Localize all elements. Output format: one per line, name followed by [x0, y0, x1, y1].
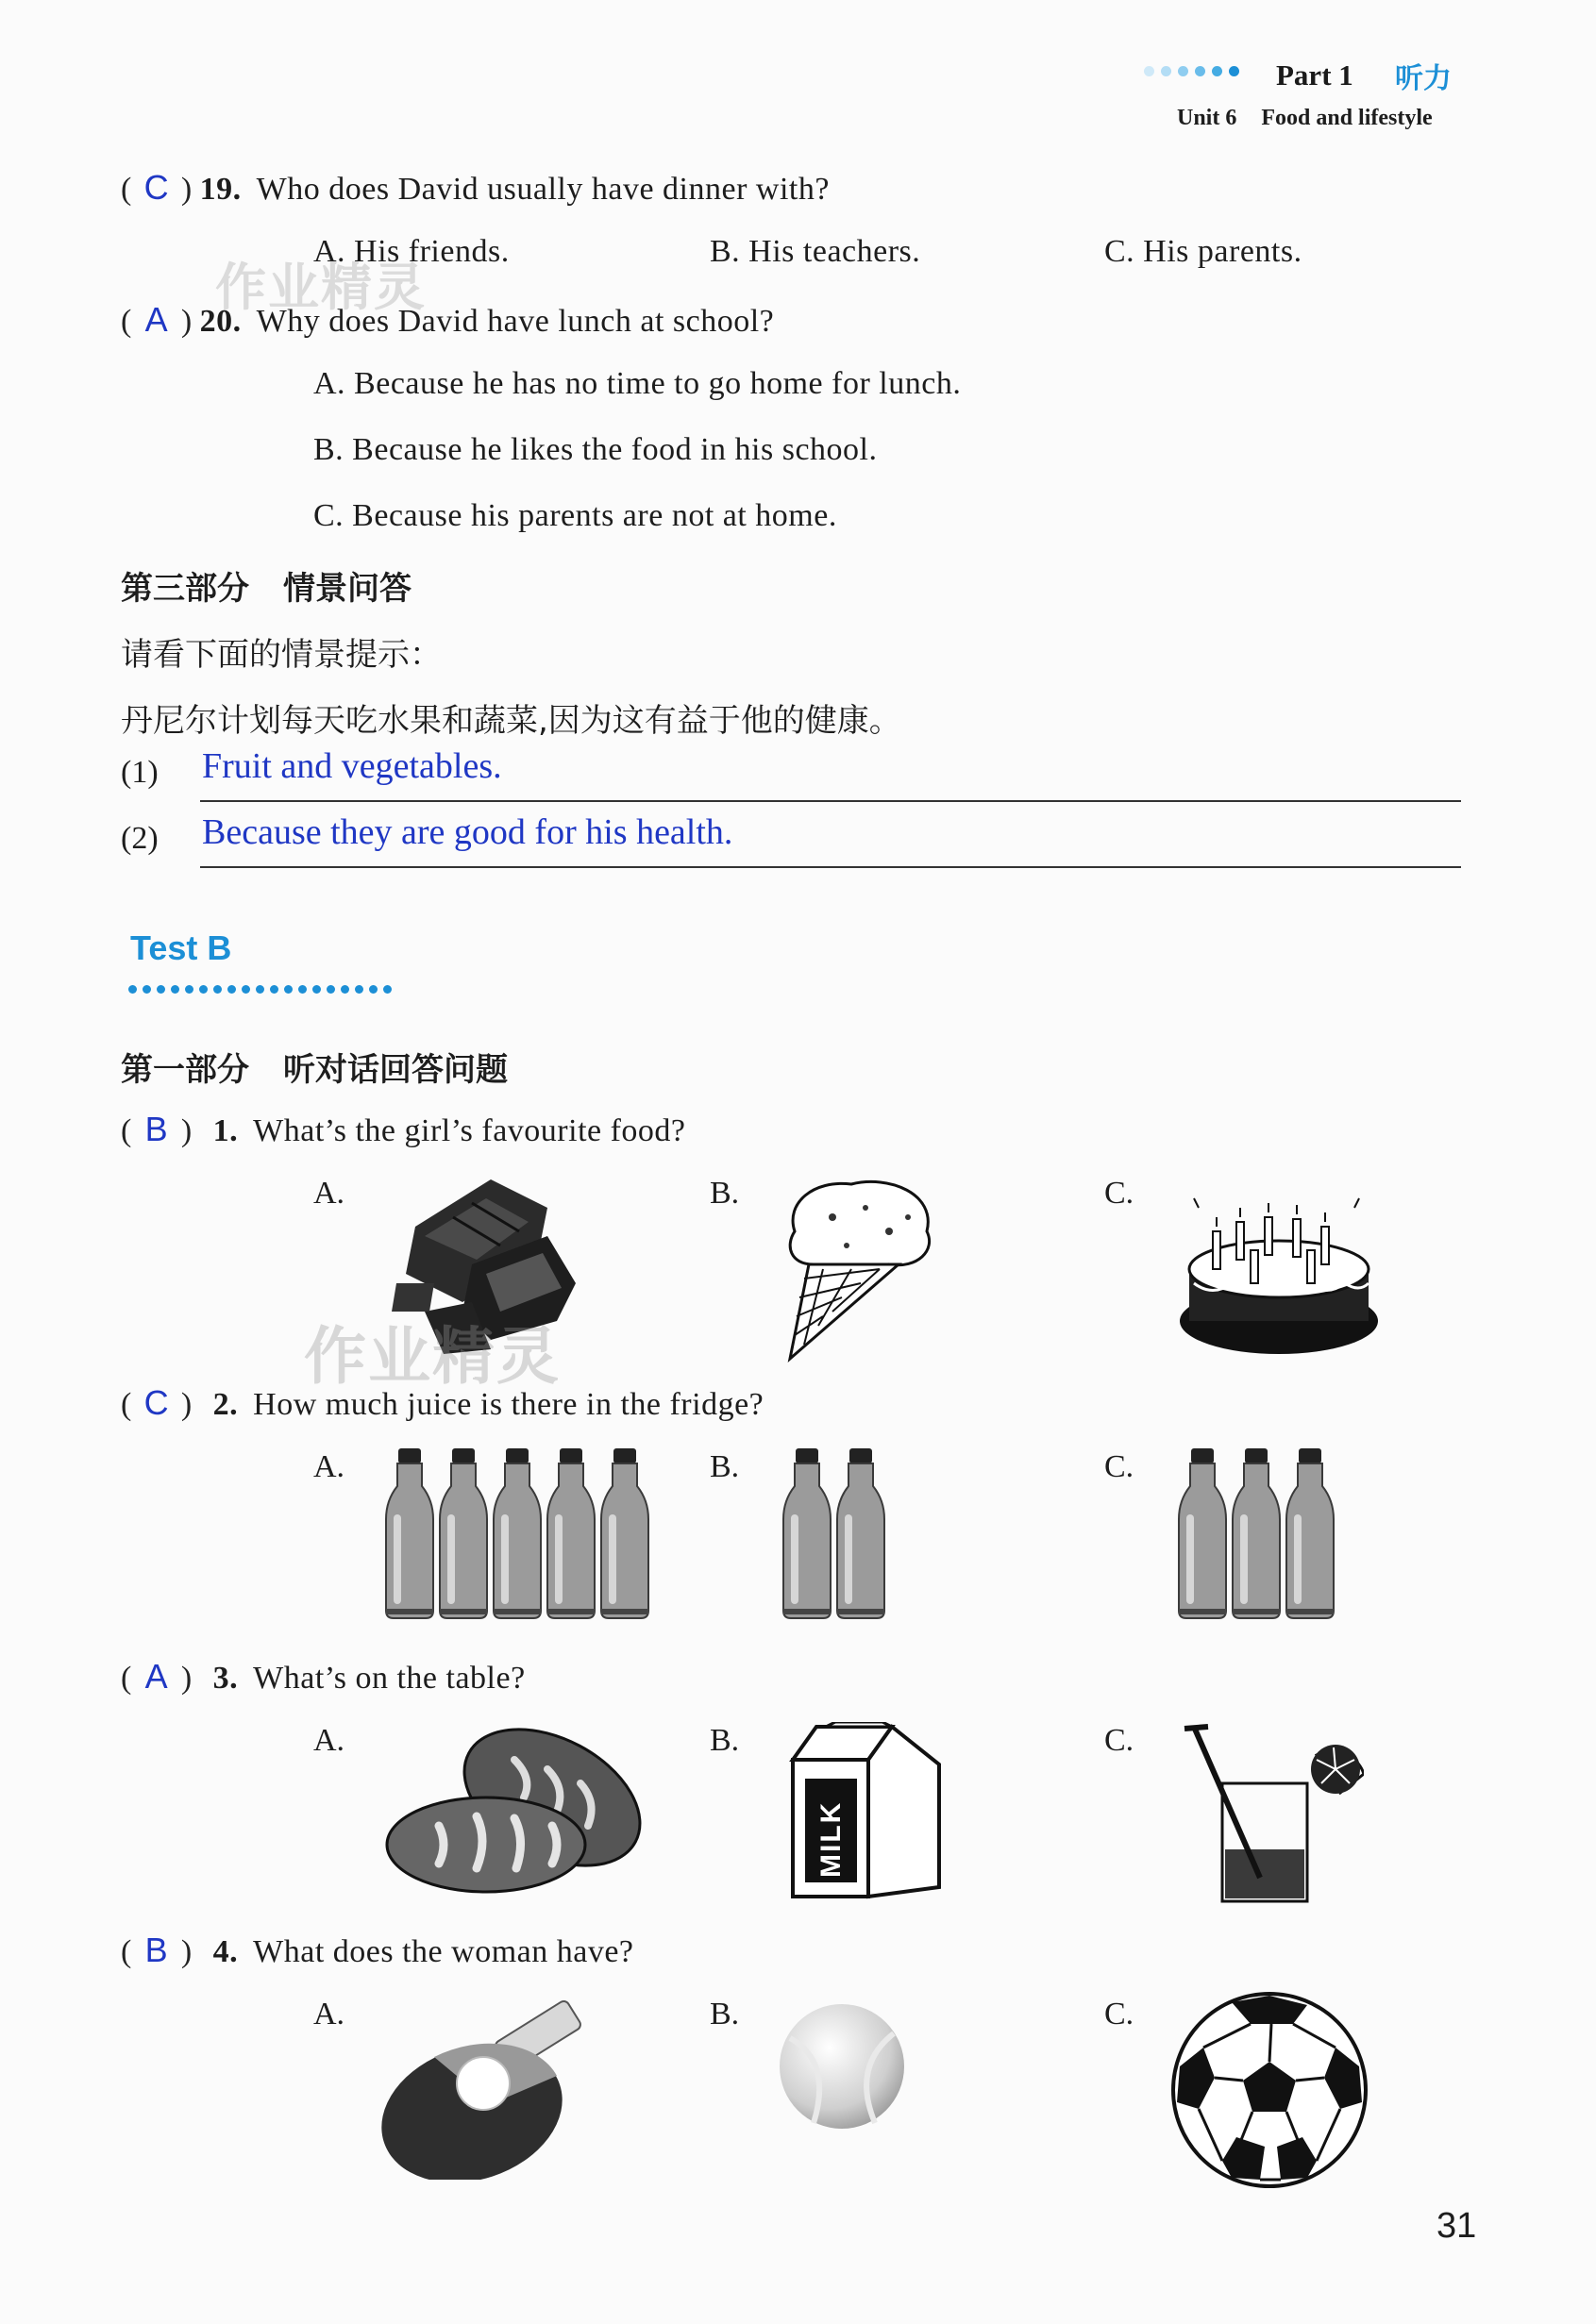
header-unit — [1177, 106, 1433, 131]
option-label: A. — [313, 1723, 345, 1758]
juice-glass-icon[interactable] — [1175, 1717, 1364, 1906]
option-label: C. — [1104, 1723, 1134, 1758]
option-20-b: B. Because he likes the food in his school. — [313, 432, 878, 467]
option-label: A. — [313, 1176, 345, 1211]
option-label: C. — [1104, 1176, 1134, 1211]
answer-line-1: (1) Fruit and vegetables. — [121, 745, 1461, 802]
option-20-c: C. Because his parents are not at home. — [313, 498, 837, 533]
option-19-b: B. His teachers. — [710, 234, 921, 269]
question-number: 19. — [199, 172, 242, 207]
question-number: 1. — [212, 1113, 239, 1148]
answer-text[interactable]: Because they are good for his health. — [202, 812, 733, 852]
ice-cream-icon[interactable] — [776, 1175, 946, 1363]
answer-text[interactable]: Fruit and vegetables. — [202, 746, 502, 786]
option-20-a: A. Because he has no time to go home for lunch. — [313, 366, 962, 401]
answer-b3[interactable]: A — [144, 1657, 169, 1696]
option-label: A. — [313, 1449, 345, 1484]
juice-bottle — [440, 1448, 487, 1618]
juice-bottle — [837, 1448, 884, 1618]
question-20: ( A ) 20. Why does David have lunch at school? — [121, 300, 775, 339]
juice-bottle — [494, 1448, 541, 1618]
question-b3: ( A ) 3. What’s on the table? — [121, 1657, 526, 1696]
header-part: Part 1 — [1276, 59, 1353, 92]
question-number: 3. — [212, 1661, 239, 1696]
question-text: What’s the girl’s favourite food? — [253, 1113, 686, 1148]
test-b-dots — [128, 985, 392, 994]
part3-heading: 第三部分 情景问答 — [121, 570, 412, 608]
ping-pong-paddle-icon[interactable] — [378, 1991, 595, 2180]
birthday-cake-icon[interactable] — [1175, 1179, 1383, 1359]
unit-number: Unit 6 — [1177, 106, 1237, 130]
juice-bottle — [1233, 1448, 1280, 1618]
header-dots — [1144, 66, 1239, 76]
option-label: B. — [710, 1176, 740, 1211]
part1-heading: 第一部分 听对话回答问题 — [121, 1051, 508, 1089]
question-number: 2. — [212, 1387, 239, 1422]
watermark: 作业精灵 — [215, 258, 427, 317]
header-section: 听力 — [1395, 62, 1452, 95]
answer-b2[interactable]: C — [143, 1383, 170, 1422]
question-text: Why does David have lunch at school? — [256, 304, 775, 339]
question-text: How much juice is there in the fridge? — [253, 1387, 764, 1422]
three-bottles-icon[interactable] — [1175, 1448, 1336, 1623]
five-bottles-icon[interactable] — [382, 1448, 651, 1623]
option-19-a: A. His friends. — [313, 234, 510, 269]
option-label: A. — [313, 1997, 345, 2031]
juice-bottle — [783, 1448, 831, 1618]
juice-bottle — [1286, 1448, 1334, 1618]
answer-20[interactable]: A — [144, 300, 169, 339]
option-label: B. — [710, 1723, 740, 1758]
juice-bottle — [386, 1448, 433, 1618]
question-b1: ( B ) 1. What’s the girl’s favourite food? — [121, 1110, 686, 1148]
test-b-title: Test B — [130, 928, 232, 967]
soccer-ball-icon[interactable] — [1166, 1991, 1373, 2189]
juice-bottle — [547, 1448, 595, 1618]
part3-prompt-label: 请看下面的情景提示： — [121, 636, 442, 674]
answer-b1[interactable]: B — [144, 1110, 169, 1148]
milk-carton-icon[interactable] — [779, 1722, 949, 1901]
part3-prompt: 丹尼尔计划每天吃水果和蔬菜,因为这有益于他的健康。 — [121, 702, 901, 740]
question-number: 4. — [212, 1934, 239, 1969]
question-19: ( C ) 19. Who does David usually have dinner with? — [121, 168, 830, 207]
page-number: 31 — [1436, 2206, 1477, 2246]
juice-bottle — [601, 1448, 648, 1618]
option-label: C. — [1104, 1997, 1134, 2031]
watermark: 作业精灵 — [304, 1320, 561, 1393]
question-b2: ( C ) 2. How much juice is there in the fridge? — [121, 1383, 764, 1422]
answer-b4[interactable]: B — [144, 1931, 169, 1969]
two-bottles-icon[interactable] — [780, 1448, 888, 1623]
question-number: 20. — [199, 304, 242, 339]
juice-bottle — [1179, 1448, 1226, 1618]
answer-line-2: (2) Because they are good for his health. — [121, 811, 1461, 868]
bread-icon[interactable] — [382, 1722, 651, 1901]
option-19-c: C. His parents. — [1104, 234, 1302, 269]
unit-title: Food and lifestyle — [1261, 106, 1433, 130]
milk-label: MILK — [815, 1800, 847, 1878]
option-label: B. — [710, 1997, 740, 2031]
option-label: B. — [710, 1449, 740, 1484]
option-label: C. — [1104, 1449, 1134, 1484]
question-text: What does the woman have? — [253, 1934, 634, 1969]
question-text: Who does David usually have dinner with? — [256, 172, 830, 207]
answer-19[interactable]: C — [143, 168, 170, 207]
question-b4: ( B ) 4. What does the woman have? — [121, 1931, 634, 1969]
question-text: What’s on the table? — [253, 1661, 526, 1696]
tennis-ball-icon[interactable] — [776, 1996, 908, 2137]
